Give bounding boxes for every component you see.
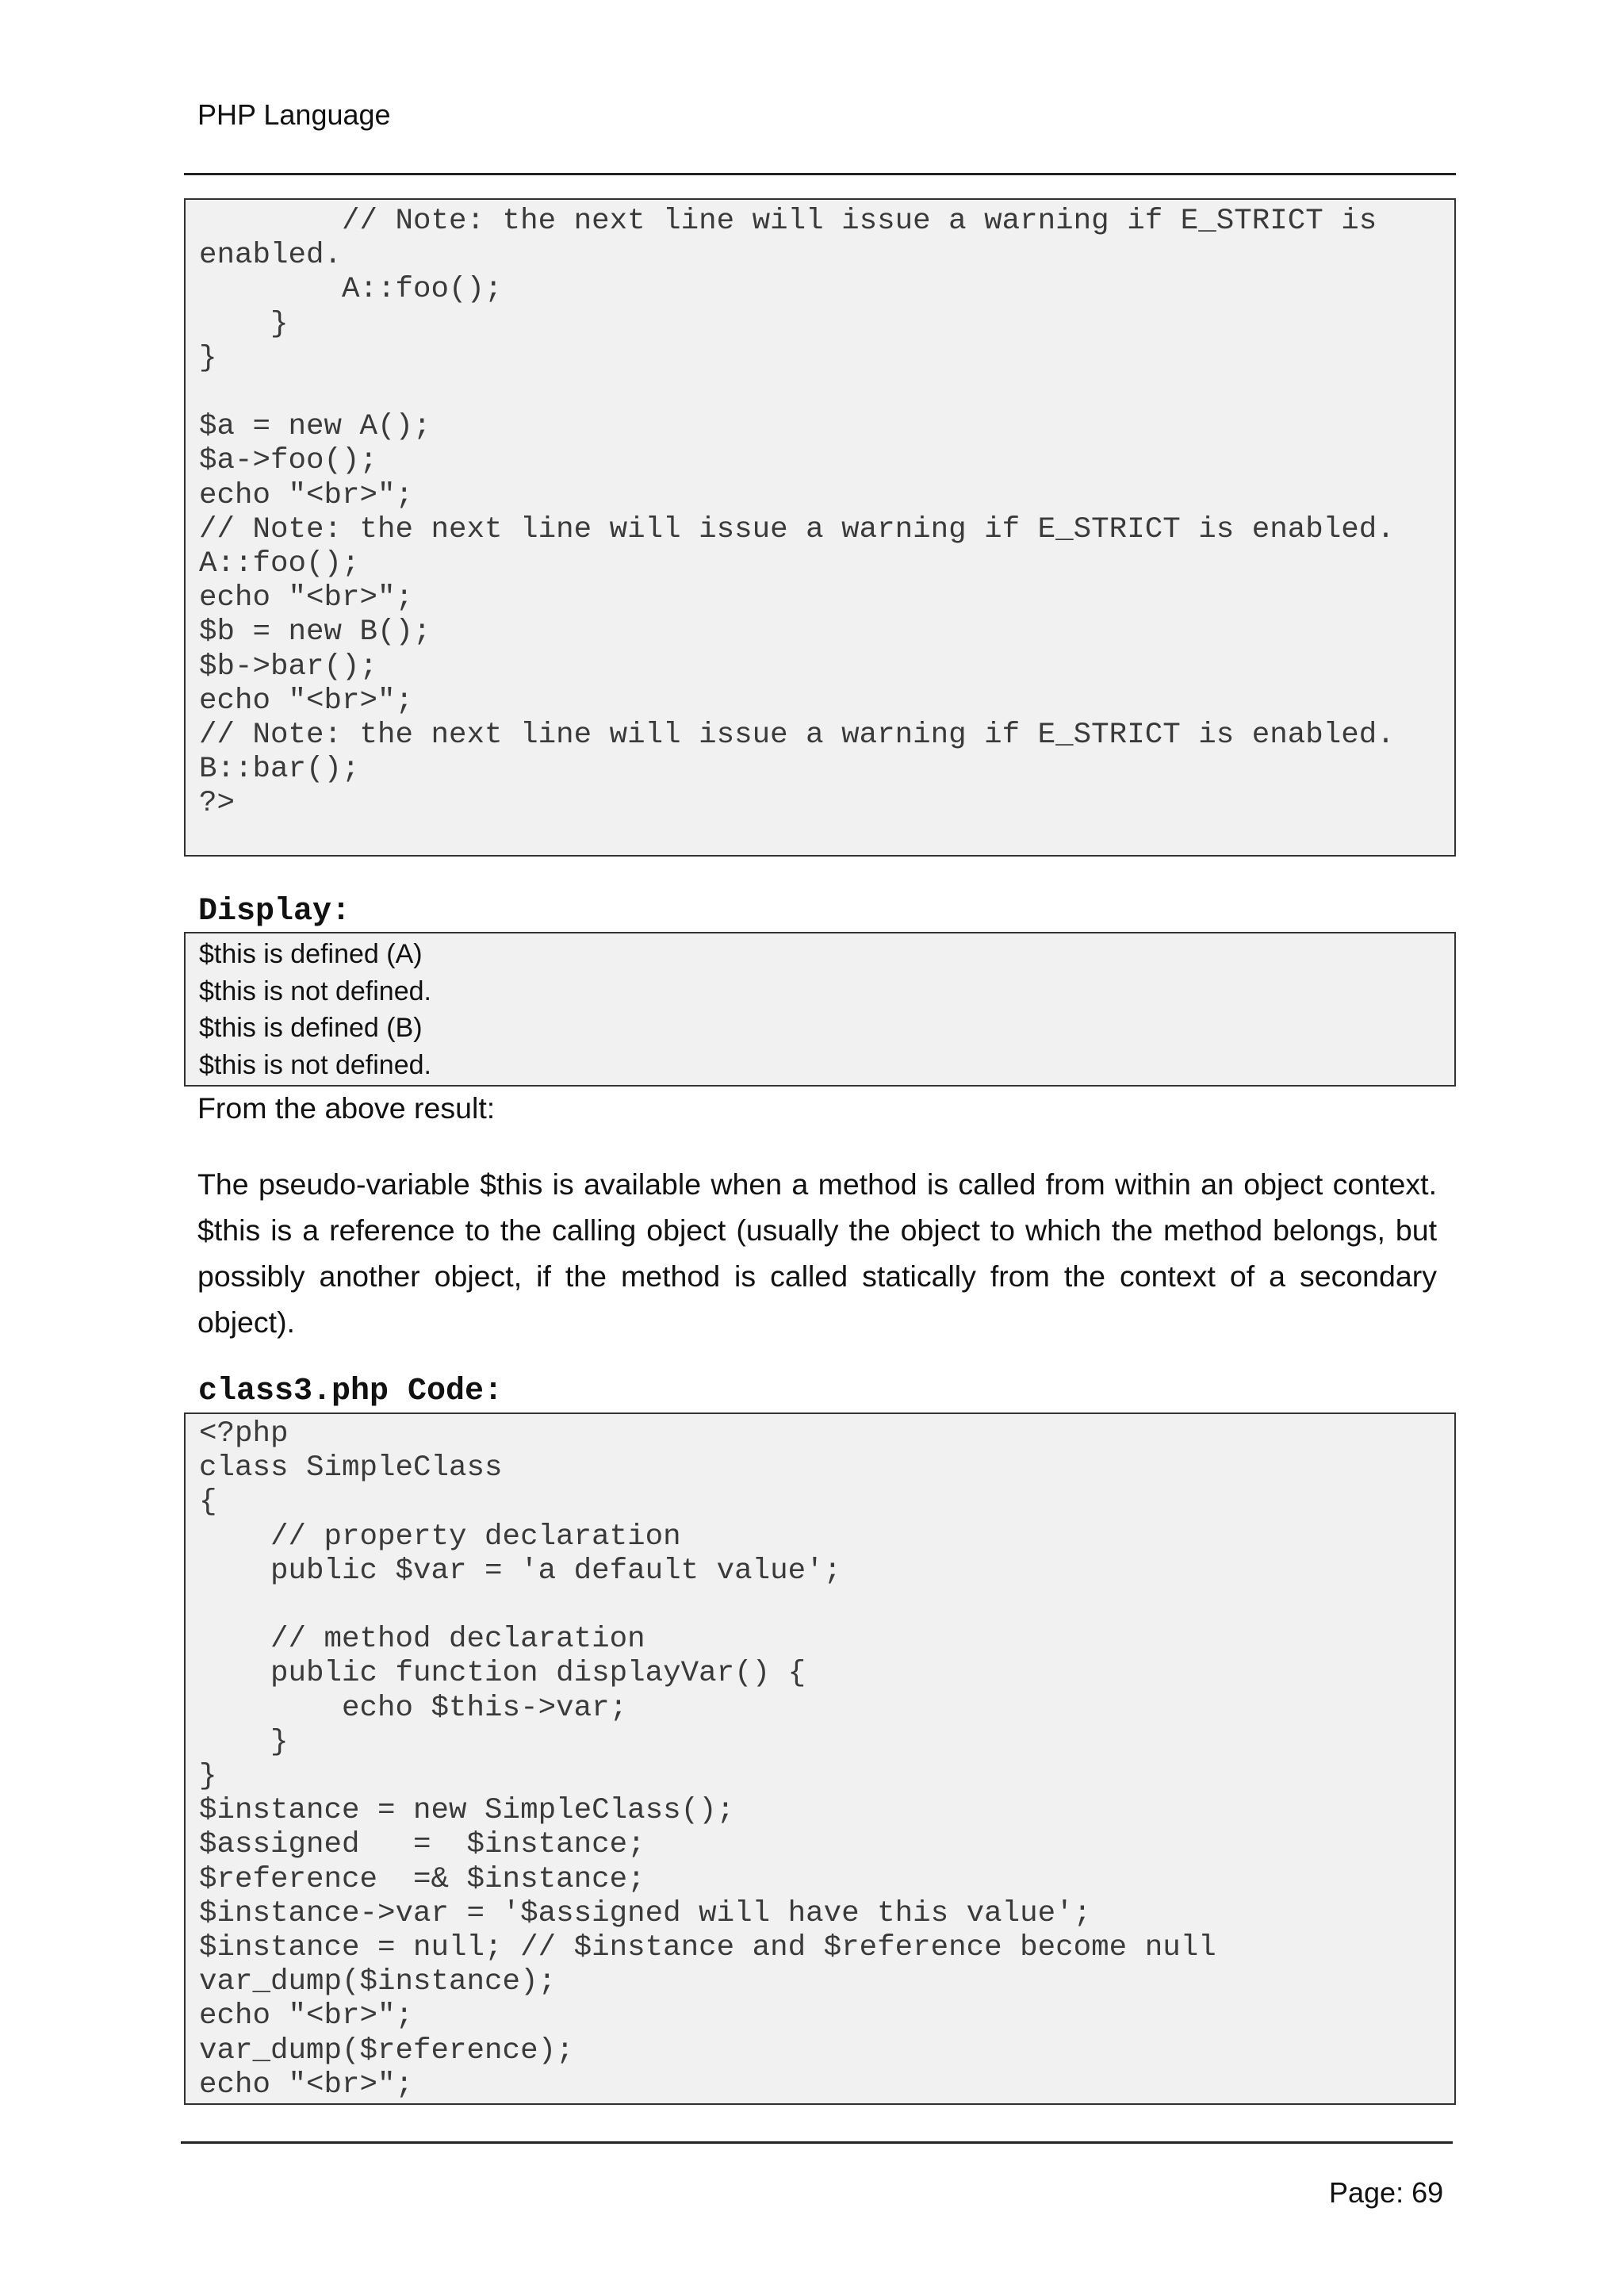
code-block-2-text: <?php class SimpleClass { // property declaration public $var = 'a default value'; // method declaration public function displayVar() { echo $this->var; } } $instance = new SimpleClass(); $assigned = $instance; $reference =& $instance; $instance->var = '$assigned will have this value'; $instance = null; // $instance and $reference become null var_dump($instance); echo "<br>"; var_dump($reference); echo "<br>"; bbox=[199, 1417, 1216, 2102]
display-line: $this is not defined. bbox=[199, 976, 431, 1006]
footer-divider bbox=[181, 2141, 1453, 2144]
display-line: $this is defined (A) bbox=[199, 939, 423, 969]
code-block-2-label: class3.php Code: bbox=[198, 1374, 504, 1409]
header-divider bbox=[184, 173, 1456, 175]
display-line: $this is not defined. bbox=[199, 1049, 431, 1080]
page-number: Page: 69 bbox=[1329, 2176, 1444, 2209]
page-header-title: PHP Language bbox=[197, 98, 391, 131]
result-lead-text: From the above result: bbox=[197, 1091, 496, 1125]
display-output-box bbox=[184, 932, 1456, 1087]
display-line: $this is defined (B) bbox=[199, 1013, 423, 1043]
code-block-1-text: // Note: the next line will issue a warning if E_STRICT is enabled. A::foo(); } } $a = new A(); $a->foo(); echo "<br>"; // Note: the next line will issue a warning if E_STRICT is enabled. A::foo(); echo "<br>"; $b = new B(); $b->bar(); echo "<br>"; // Note: the next line will issue a warning if E_STRICT is enabled. B::bar(); ?> bbox=[199, 205, 1395, 821]
explanation-paragraph: The pseudo-variable $this is available when a method is called from within an object context. $this is a reference to the calling object (usually the object to which the method belongs, but possibly another object, if the method is called statically from the context of a secondary object). bbox=[197, 1167, 1437, 1339]
display-label: Display: bbox=[198, 894, 351, 930]
code-block-1 bbox=[184, 198, 1456, 857]
code-block-2 bbox=[184, 1412, 1456, 2105]
